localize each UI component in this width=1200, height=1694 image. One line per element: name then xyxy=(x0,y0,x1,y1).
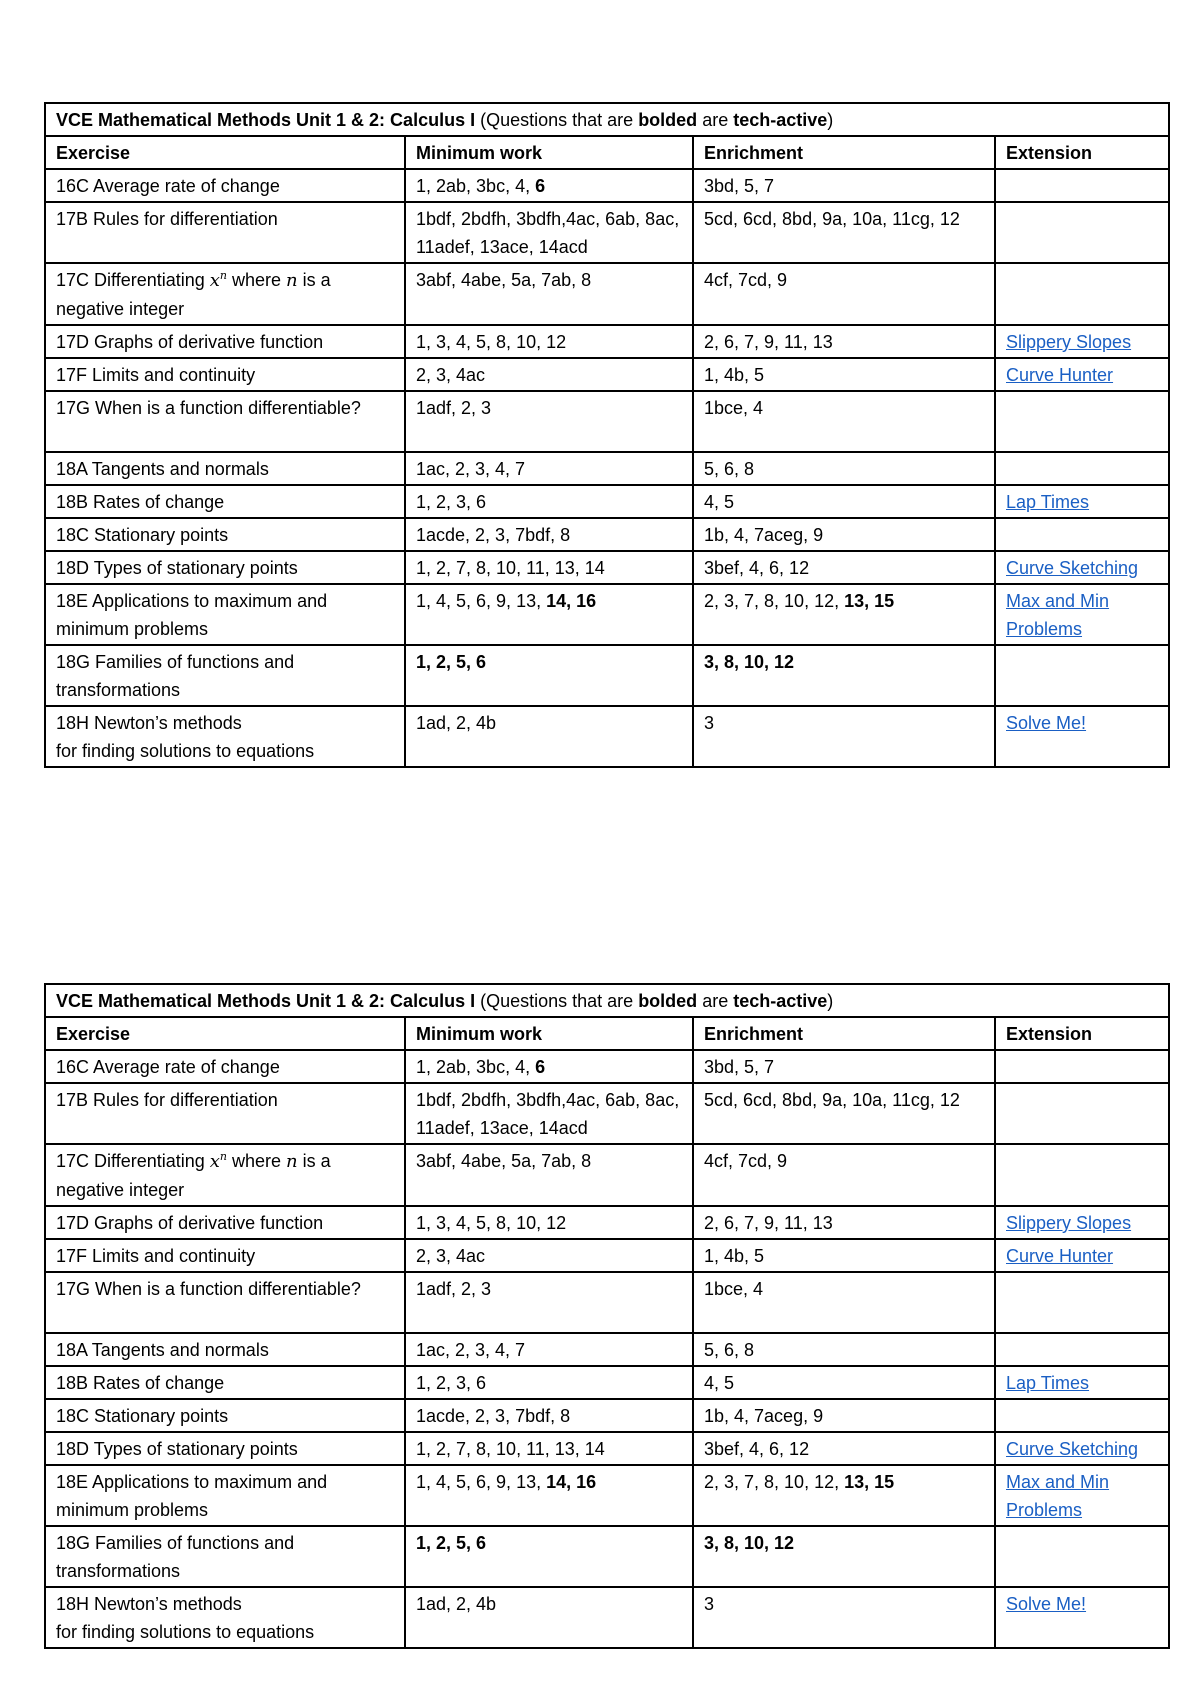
extension-link[interactable]: Slippery Slopes xyxy=(1006,332,1132,352)
enrichment-cell: 5cd, 6cd, 8bd, 9a, 10a, 11cg, 12 xyxy=(693,202,995,263)
extension-cell xyxy=(995,518,1169,551)
table-title-row xyxy=(45,103,1169,136)
table-row xyxy=(45,1206,1169,1239)
minimum-work-cell: 1bdf, 2bdfh, 3bdfh,4ac, 6ab, 8ac, 11adef, 13ace, 14acd xyxy=(405,1083,693,1144)
extension-cell[interactable] xyxy=(995,584,1169,645)
table-row xyxy=(45,1366,1169,1399)
extension-cell[interactable] xyxy=(995,485,1169,518)
table-row xyxy=(45,1239,1169,1272)
exercise-table xyxy=(44,102,1170,768)
enrichment-cell: 1bce, 4 xyxy=(693,1272,995,1333)
minimum-work-cell: 1, 2, 5, 6 xyxy=(405,645,693,706)
enrichment-cell: 5, 6, 8 xyxy=(693,452,995,485)
exercise-cell: 17D Graphs of derivative function xyxy=(45,1206,405,1239)
table-row xyxy=(45,169,1169,202)
sheet-top xyxy=(44,102,1168,768)
exercise-cell: 18B Rates of change xyxy=(45,1366,405,1399)
minimum-work-cell: 2, 3, 4ac xyxy=(405,358,693,391)
table-row xyxy=(45,485,1169,518)
minimum-work-cell: 1, 2, 3, 6 xyxy=(405,1366,693,1399)
title-paren-open: (Questions that are xyxy=(475,110,639,130)
table-row xyxy=(45,1587,1169,1648)
extension-link[interactable]: Curve Sketching xyxy=(1006,1439,1139,1459)
table-row xyxy=(45,1272,1169,1333)
exercise-cell: 18H Newton’s methods for finding solutions to equations xyxy=(45,1587,405,1648)
enrichment-cell: 3bd, 5, 7 xyxy=(693,169,995,202)
minimum-work-cell: 1adf, 2, 3 xyxy=(405,1272,693,1333)
extension-link[interactable]: Lap Times xyxy=(1006,1373,1090,1393)
extension-cell xyxy=(995,1144,1169,1206)
enrichment-cell: 3 xyxy=(693,1587,995,1648)
table-row xyxy=(45,358,1169,391)
extension-cell xyxy=(995,263,1169,325)
header-exercise: Exercise xyxy=(45,136,405,169)
extension-cell[interactable] xyxy=(995,1366,1169,1399)
extension-link[interactable]: Slippery Slopes xyxy=(1006,1213,1132,1233)
enrichment-cell: 1b, 4, 7aceg, 9 xyxy=(693,1399,995,1432)
table-title-row xyxy=(45,984,1169,1017)
extension-cell xyxy=(995,202,1169,263)
exercise-cell: 18B Rates of change xyxy=(45,485,405,518)
extension-cell xyxy=(995,645,1169,706)
enrichment-cell: 3bef, 4, 6, 12 xyxy=(693,551,995,584)
enrichment-cell: 4cf, 7cd, 9 xyxy=(693,1144,995,1206)
exercise-cell: 18D Types of stationary points xyxy=(45,1432,405,1465)
exercise-cell: 18A Tangents and normals xyxy=(45,452,405,485)
extension-cell xyxy=(995,169,1169,202)
table-row xyxy=(45,1333,1169,1366)
enrichment-cell: 2, 3, 7, 8, 10, 12, 13, 15 xyxy=(693,584,995,645)
header-exercise: Exercise xyxy=(45,1017,405,1050)
sheet-bottom xyxy=(44,983,1168,1649)
extension-cell[interactable] xyxy=(995,1239,1169,1272)
extension-link[interactable]: Max and Min Problems xyxy=(1006,591,1110,639)
title-paren-mid: are xyxy=(697,991,734,1011)
extension-link[interactable]: Curve Hunter xyxy=(1006,365,1114,385)
title-bold-tail: tech-active xyxy=(733,991,828,1011)
table-row xyxy=(45,1465,1169,1526)
minimum-work-cell: 1, 2, 7, 8, 10, 11, 13, 14 xyxy=(405,551,693,584)
enrichment-cell: 4, 5 xyxy=(693,485,995,518)
exercise-cell: 18D Types of stationary points xyxy=(45,551,405,584)
extension-link[interactable]: Solve Me! xyxy=(1006,1594,1087,1614)
extension-cell[interactable] xyxy=(995,1587,1169,1648)
table-row xyxy=(45,1083,1169,1144)
title-lead: VCE Mathematical Methods Unit 1 & 2: Calculus I xyxy=(56,110,476,130)
extension-cell xyxy=(995,1333,1169,1366)
table-row xyxy=(45,1399,1169,1432)
extension-cell[interactable] xyxy=(995,1465,1169,1526)
exercise-cell: 18C Stationary points xyxy=(45,518,405,551)
extension-cell xyxy=(995,1050,1169,1083)
header-minimum-work: Minimum work xyxy=(405,1017,693,1050)
table-row xyxy=(45,202,1169,263)
table-row xyxy=(45,1526,1169,1587)
enrichment-cell: 1bce, 4 xyxy=(693,391,995,452)
exercise-cell: 18C Stationary points xyxy=(45,1399,405,1432)
table-row xyxy=(45,584,1169,645)
minimum-work-cell: 1, 4, 5, 6, 9, 13, 14, 16 xyxy=(405,584,693,645)
minimum-work-cell: 1adf, 2, 3 xyxy=(405,391,693,452)
table-row xyxy=(45,645,1169,706)
extension-cell xyxy=(995,1083,1169,1144)
minimum-work-cell: 1acde, 2, 3, 7bdf, 8 xyxy=(405,518,693,551)
enrichment-cell: 1, 4b, 5 xyxy=(693,1239,995,1272)
enrichment-cell: 1b, 4, 7aceg, 9 xyxy=(693,518,995,551)
minimum-work-cell: 1acde, 2, 3, 7bdf, 8 xyxy=(405,1399,693,1432)
minimum-work-cell: 1ac, 2, 3, 4, 7 xyxy=(405,1333,693,1366)
exercise-cell: 18H Newton’s methods for finding solutions to equations xyxy=(45,706,405,767)
extension-cell[interactable] xyxy=(995,551,1169,584)
minimum-work-cell: 1ad, 2, 4b xyxy=(405,1587,693,1648)
exercise-cell: 18G Families of functions and transformations xyxy=(45,1526,405,1587)
exercise-cell: 18E Applications to maximum and minimum problems xyxy=(45,1465,405,1526)
exercise-cell: 17F Limits and continuity xyxy=(45,1239,405,1272)
header-minimum-work: Minimum work xyxy=(405,136,693,169)
extension-cell[interactable] xyxy=(995,325,1169,358)
exercise-cell: 17F Limits and continuity xyxy=(45,358,405,391)
extension-cell[interactable] xyxy=(995,1432,1169,1465)
table-row xyxy=(45,1144,1169,1206)
exercise-cell: 17B Rules for differentiation xyxy=(45,1083,405,1144)
enrichment-cell: 3 xyxy=(693,706,995,767)
title-bold-word: bolded xyxy=(638,110,698,130)
extension-cell[interactable] xyxy=(995,358,1169,391)
table-row xyxy=(45,391,1169,452)
enrichment-cell: 1, 4b, 5 xyxy=(693,358,995,391)
minimum-work-cell: 1, 4, 5, 6, 9, 13, 14, 16 xyxy=(405,1465,693,1526)
table-row xyxy=(45,1432,1169,1465)
minimum-work-cell: 1, 2, 3, 6 xyxy=(405,485,693,518)
enrichment-cell: 2, 3, 7, 8, 10, 12, 13, 15 xyxy=(693,1465,995,1526)
exercise-cell: 16C Average rate of change xyxy=(45,169,405,202)
enrichment-cell: 5, 6, 8 xyxy=(693,1333,995,1366)
exercise-cell: 17G When is a function differentiable? xyxy=(45,391,405,452)
minimum-work-cell: 1, 2, 5, 6 xyxy=(405,1526,693,1587)
extension-cell[interactable] xyxy=(995,706,1169,767)
minimum-work-cell: 3abf, 4abe, 5a, 7ab, 8 xyxy=(405,263,693,325)
exercise-cell: 17C Differentiating $x^n$ where n is a negative integer xyxy=(45,263,405,325)
extension-cell xyxy=(995,391,1169,452)
title-paren-open: (Questions that are xyxy=(475,991,639,1011)
table-row xyxy=(45,518,1169,551)
enrichment-cell: 5cd, 6cd, 8bd, 9a, 10a, 11cg, 12 xyxy=(693,1083,995,1144)
header-enrichment: Enrichment xyxy=(693,136,995,169)
enrichment-cell: 4cf, 7cd, 9 xyxy=(693,263,995,325)
enrichment-cell: 3, 8, 10, 12 xyxy=(693,645,995,706)
title-bold-tail: tech-active xyxy=(733,110,828,130)
exercise-cell: 17D Graphs of derivative function xyxy=(45,325,405,358)
extension-cell[interactable] xyxy=(995,1206,1169,1239)
table-row xyxy=(45,325,1169,358)
header-extension: Extension xyxy=(995,1017,1169,1050)
minimum-work-cell: 1, 2ab, 3bc, 4, 6 xyxy=(405,1050,693,1083)
extension-link[interactable]: Max and Min Problems xyxy=(1006,1472,1110,1520)
extension-cell xyxy=(995,452,1169,485)
extension-link[interactable]: Curve Sketching xyxy=(1006,558,1139,578)
extension-link[interactable]: Solve Me! xyxy=(1006,713,1087,733)
enrichment-cell: 4, 5 xyxy=(693,1366,995,1399)
minimum-work-cell: 2, 3, 4ac xyxy=(405,1239,693,1272)
exercise-table xyxy=(44,983,1170,1649)
table-title xyxy=(45,984,1169,1017)
table-row xyxy=(45,452,1169,485)
minimum-work-cell: 1ad, 2, 4b xyxy=(405,706,693,767)
table-title xyxy=(45,103,1169,136)
minimum-work-cell: 1bdf, 2bdfh, 3bdfh,4ac, 6ab, 8ac, 11adef, 13ace, 14acd xyxy=(405,202,693,263)
table-row xyxy=(45,551,1169,584)
extension-cell xyxy=(995,1272,1169,1333)
header-row xyxy=(45,1017,1169,1050)
exercise-cell: 16C Average rate of change xyxy=(45,1050,405,1083)
exercise-cell: 17C Differentiating $x^n$ where n is a negative integer xyxy=(45,1144,405,1206)
extension-cell xyxy=(995,1399,1169,1432)
minimum-work-cell: 1, 2ab, 3bc, 4, 6 xyxy=(405,169,693,202)
exercise-cell: 17B Rules for differentiation xyxy=(45,202,405,263)
title-lead: VCE Mathematical Methods Unit 1 & 2: Calculus I xyxy=(56,991,476,1011)
minimum-work-cell: 1, 3, 4, 5, 8, 10, 12 xyxy=(405,1206,693,1239)
extension-link[interactable]: Lap Times xyxy=(1006,492,1090,512)
extension-cell xyxy=(995,1526,1169,1587)
exercise-cell: 17G When is a function differentiable? xyxy=(45,1272,405,1333)
minimum-work-cell: 3abf, 4abe, 5a, 7ab, 8 xyxy=(405,1144,693,1206)
title-paren-close: ) xyxy=(827,991,834,1011)
title-paren-close: ) xyxy=(827,110,834,130)
enrichment-cell: 3bd, 5, 7 xyxy=(693,1050,995,1083)
minimum-work-cell: 1, 3, 4, 5, 8, 10, 12 xyxy=(405,325,693,358)
minimum-work-cell: 1, 2, 7, 8, 10, 11, 13, 14 xyxy=(405,1432,693,1465)
header-enrichment: Enrichment xyxy=(693,1017,995,1050)
extension-link[interactable]: Curve Hunter xyxy=(1006,1246,1114,1266)
header-row xyxy=(45,136,1169,169)
exercise-cell: 18E Applications to maximum and minimum problems xyxy=(45,584,405,645)
enrichment-cell: 2, 6, 7, 9, 11, 13 xyxy=(693,1206,995,1239)
exercise-cell: 18G Families of functions and transformations xyxy=(45,645,405,706)
header-extension: Extension xyxy=(995,136,1169,169)
exercise-cell: 18A Tangents and normals xyxy=(45,1333,405,1366)
minimum-work-cell: 1ac, 2, 3, 4, 7 xyxy=(405,452,693,485)
title-paren-mid: are xyxy=(697,110,734,130)
title-bold-word: bolded xyxy=(638,991,698,1011)
enrichment-cell: 3, 8, 10, 12 xyxy=(693,1526,995,1587)
table-row xyxy=(45,263,1169,325)
enrichment-cell: 2, 6, 7, 9, 11, 13 xyxy=(693,325,995,358)
table-row xyxy=(45,1050,1169,1083)
enrichment-cell: 3bef, 4, 6, 12 xyxy=(693,1432,995,1465)
table-row xyxy=(45,706,1169,767)
